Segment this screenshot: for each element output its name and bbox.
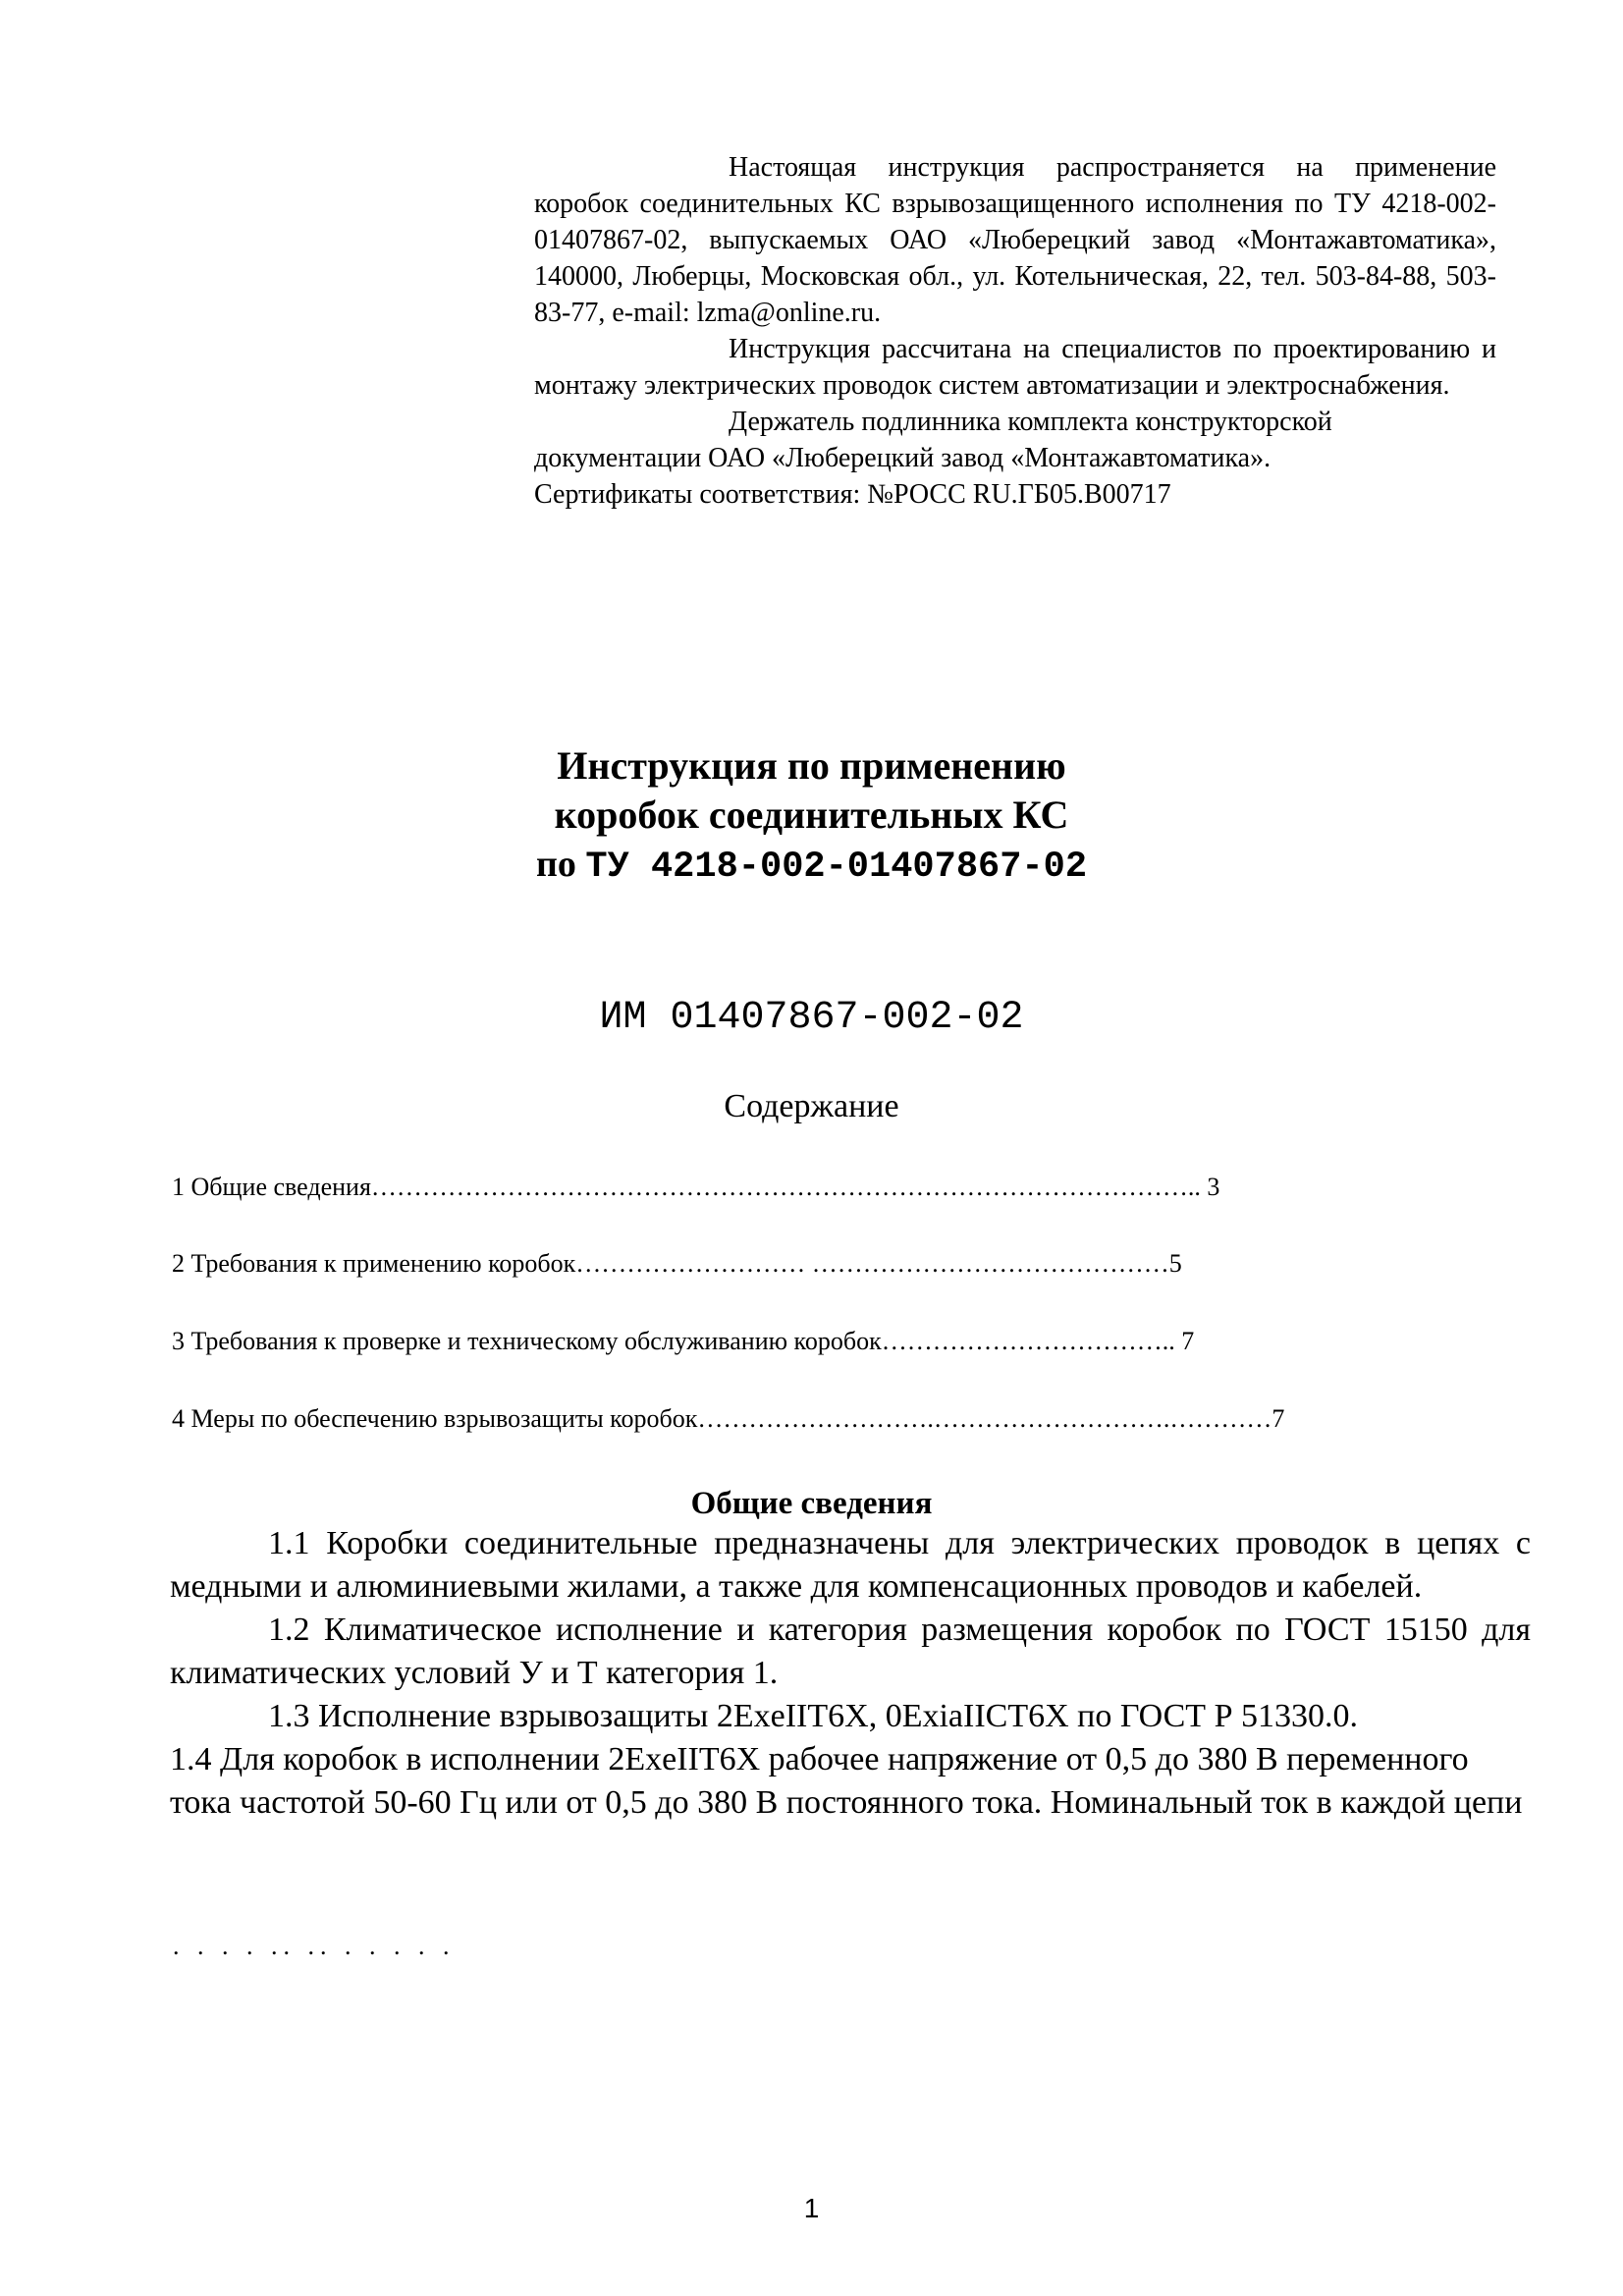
section-body — [170, 1522, 1531, 1825]
title-line-3-code: ТУ 4218-002-01407867-02 — [585, 847, 1088, 888]
toc-page-number: 5 — [1168, 1249, 1182, 1278]
toc-item — [172, 1171, 1488, 1204]
section-paragraph-1-4: 1.4 Для коробок в исполнении 2ExeIIT6X рабочее напряжение от 0,5 до 380 В переменного тока частотой 50-60 Гц или от 0,5 до 380 В постоянного тока. Номинальный ток в каждой цепи — [170, 1741, 1523, 1821]
intro-certificates: Сертификаты соответствия: №РОСС RU.ГБ05.В00717 — [534, 479, 1171, 510]
toc-item-text: 1 Общие сведения — [172, 1173, 371, 1201]
intro-paragraph-scope: Настоящая инструкция распространяется на применение коробок соединительных КС взрывозащищенного исполнения по ТУ 4218-002-01407867-02, выпускаемых ОАО «Люберецкий завод «Монтажавтоматика», 140000, Люберцы, Московская обл., ул. Котельническая, 22, тел. 503-84-88, 503-83-77, e-mail: lzma@online.ru. — [534, 152, 1496, 328]
section-paragraph-1-1: 1.1 Коробки соединительные предназначены для электрических проводок в цепях с медными и алюминиевыми жилами, а также для компенсационных проводов и кабелей. — [170, 1525, 1531, 1605]
page-number: 1 — [803, 2193, 820, 2223]
toc-leader: ……………………… …………………………………… — [575, 1249, 1169, 1278]
document-number: ИМ 01407867-002-02 — [599, 996, 1024, 1040]
toc-leader: ……………………….……………………….………… — [697, 1404, 1272, 1433]
toc-page-number: 7 — [1271, 1404, 1285, 1433]
toc-item-text: 4 Меры по обеспечению взрывозащиты коробок — [172, 1404, 698, 1433]
toc-item-text: 2 Требования к применению коробок — [172, 1249, 576, 1278]
intro-holder-text: Держатель подлинника комплекта конструкторской документации ОАО «Люберецкий завод «Монтажавтоматика». — [534, 407, 1332, 473]
title-line-3 — [0, 840, 1623, 892]
ellipsis-dots: . . . . .. .. . . . . . — [173, 1932, 456, 1960]
toc-item — [172, 1402, 1488, 1436]
intro-paragraph-audience: Инструкция рассчитана на специалистов по проектированию и монтажу электрических проводок систем автоматизации и электроснабжения. — [534, 334, 1496, 401]
contents-heading: Содержание — [724, 1088, 899, 1124]
toc-page-number: 7 — [1181, 1327, 1195, 1355]
toc-item — [172, 1325, 1488, 1358]
toc-page-number: 3 — [1207, 1173, 1220, 1201]
intro-paragraph-holder — [534, 404, 1496, 513]
title-line-1: Инструкция по применению — [557, 743, 1066, 788]
title-line-3-prefix: по — [535, 844, 576, 885]
toc-item — [172, 1247, 1488, 1281]
toc-leader: …………………………….. — [881, 1327, 1182, 1355]
section-heading: Общие сведения — [690, 1486, 933, 1521]
section-paragraph-1-2: 1.2 Климатическое исполнение и категория размещения коробок по ГОСТ 15150 для климатических условий У и Т категория 1. — [170, 1612, 1531, 1691]
section-paragraph-1-3: 1.3 Исполнение взрывозащиты 2ExeIIT6X, 0ExiaIICT6X по ГОСТ Р 51330.0. — [268, 1698, 1358, 1734]
toc-leader: …………………………………………………………………………………….. — [370, 1173, 1208, 1201]
title-line-2: коробок соединительных КС — [554, 793, 1069, 837]
toc-item-text: 3 Требования к проверке и техническому обслуживанию коробок — [172, 1327, 882, 1355]
intro-block — [534, 149, 1496, 513]
